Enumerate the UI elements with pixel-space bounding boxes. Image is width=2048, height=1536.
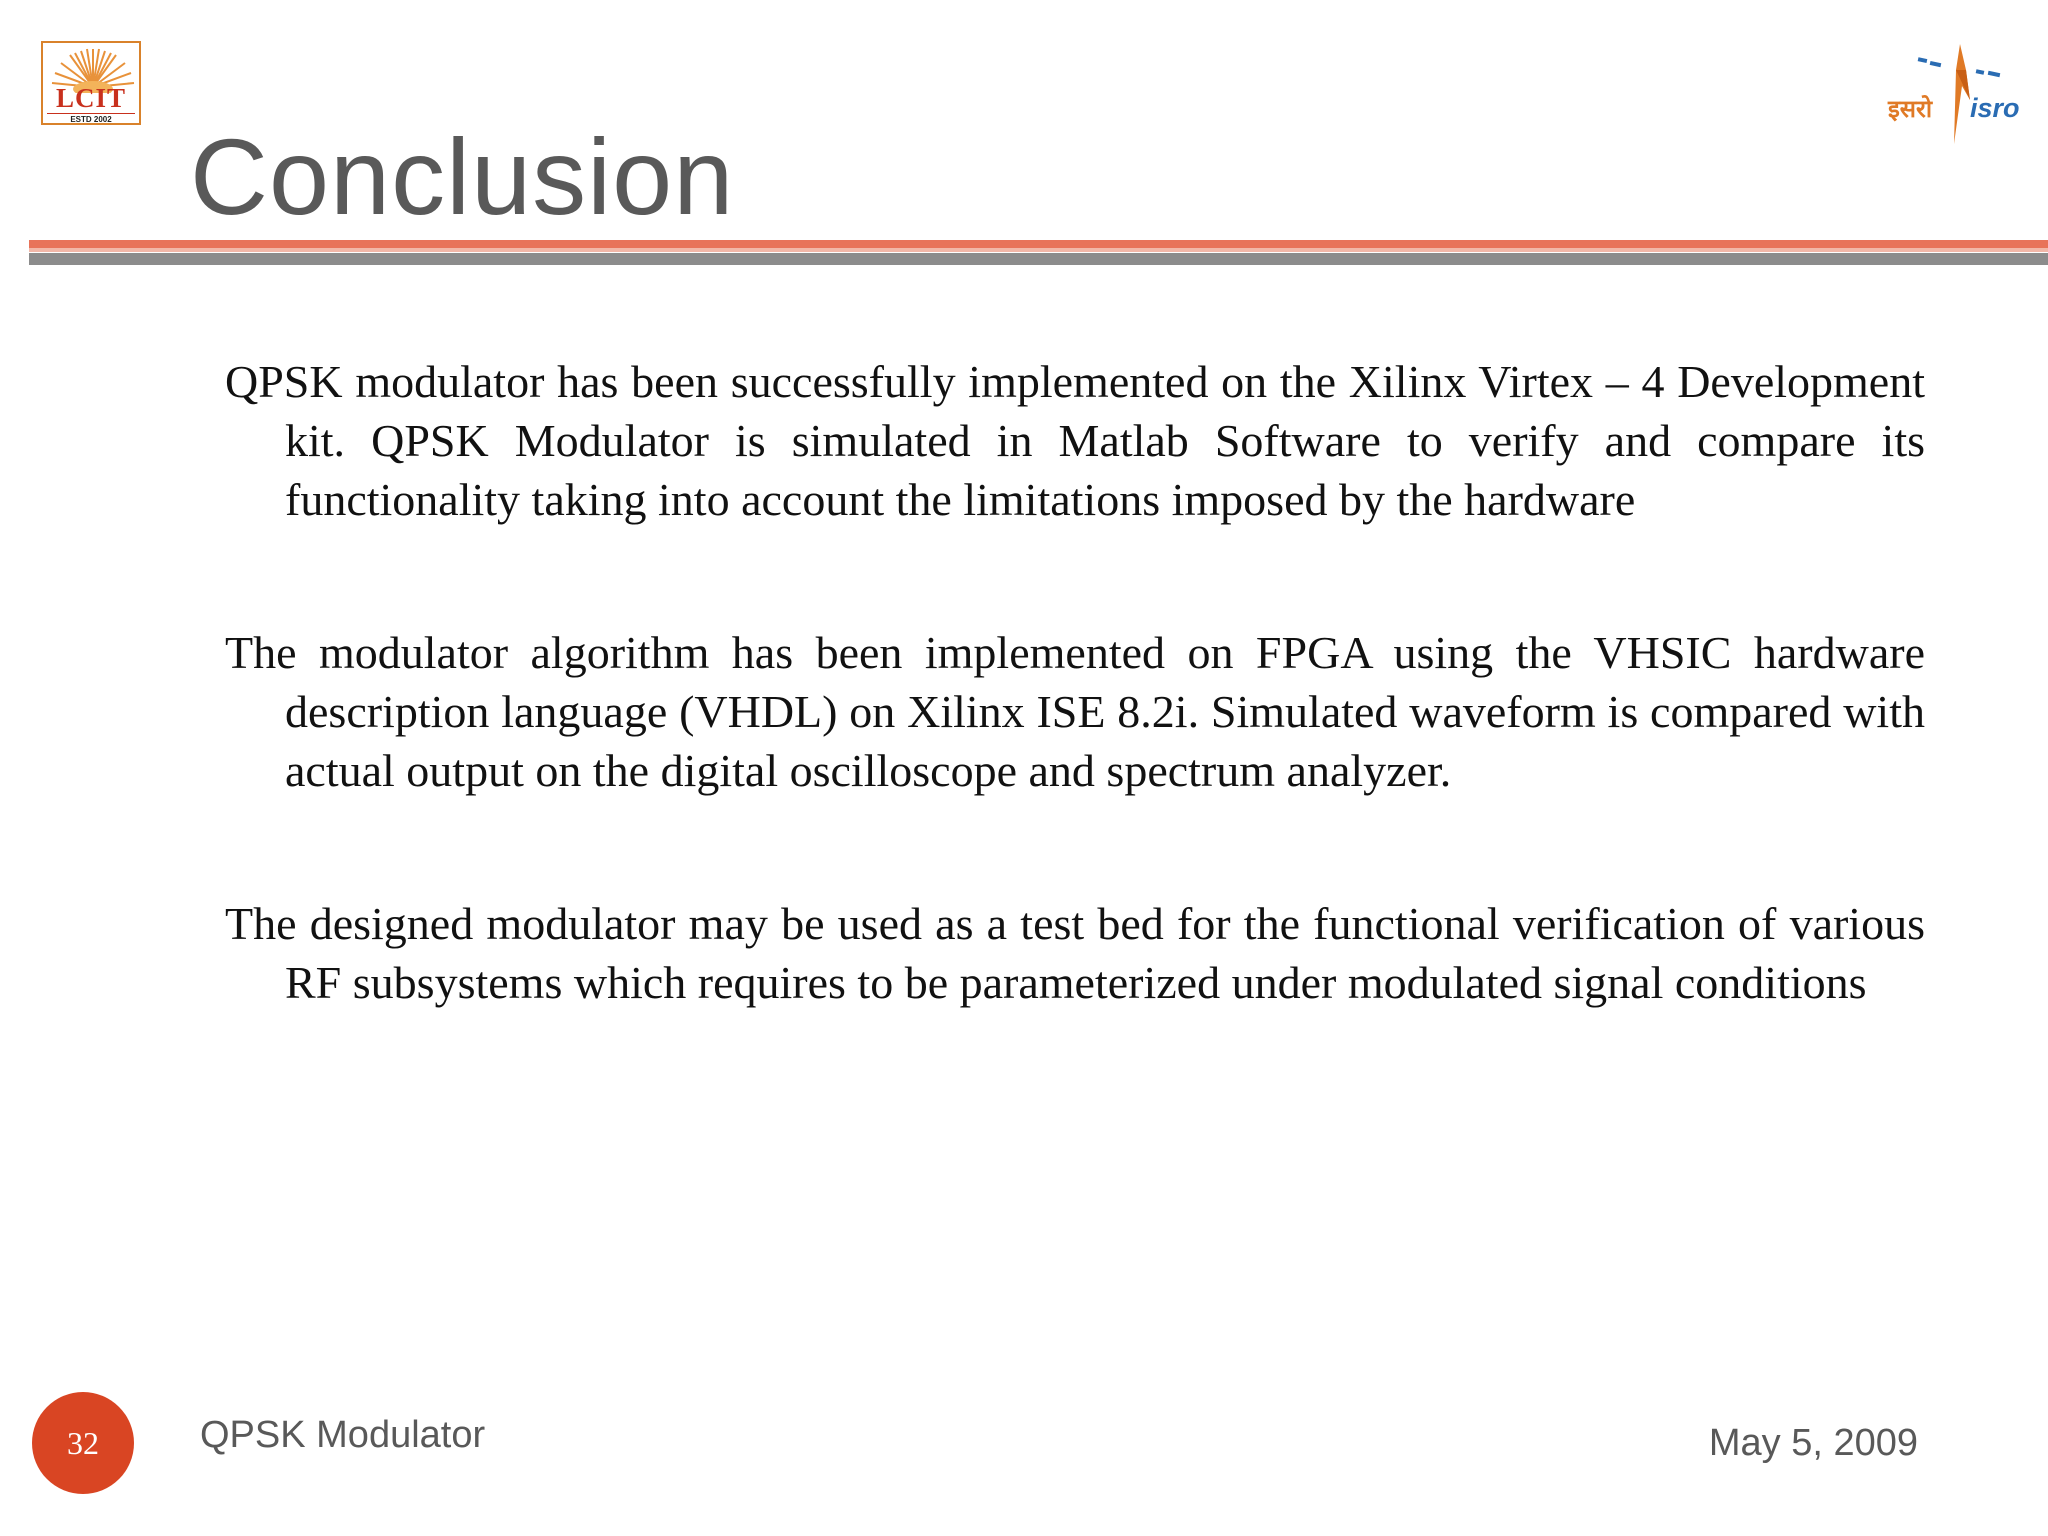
lcit-logo-text: LCIT (55, 83, 127, 113)
title-rule-orange (29, 240, 2048, 248)
footer-date: May 5, 2009 (1708, 1422, 1918, 1464)
isro-logo-english: isro (1970, 93, 2020, 123)
slide-title: Conclusion (190, 116, 735, 237)
paragraph-1: QPSK modulator has been successfully implemented on the Xilinx Virtex – 4 Development kit. QPSK Modulator is simulated in Matlab Software to verify and compare its functionality taking into account the limitations imposed by the hardware (225, 356, 1925, 525)
title-rule-pink (29, 248, 2048, 252)
lcit-logo (41, 41, 141, 125)
isro-logo-hindi: इसरो (1888, 95, 1933, 123)
footer-title: QPSK Modulator (200, 1414, 486, 1456)
title-rule-gray (29, 253, 2048, 265)
isro-logo (1880, 40, 2028, 146)
paragraph-2: The modulator algorithm has been implemented on FPGA using the VHSIC hardware description language (VHDL) on Xilinx ISE 8.2i. Simulated waveform is compared with actual output on the digital oscilloscope and spectrum analyzer. (225, 627, 1925, 796)
page-number-badge: 32 (32, 1392, 134, 1494)
paragraph-3: The designed modulator may be used as a test bed for the functional verification of various RF subsystems which requires to be parameterized under modulated signal conditions (225, 898, 1925, 1008)
lcit-logo-estd: ESTD 2002 (47, 113, 135, 124)
slide-body (225, 352, 1925, 1106)
